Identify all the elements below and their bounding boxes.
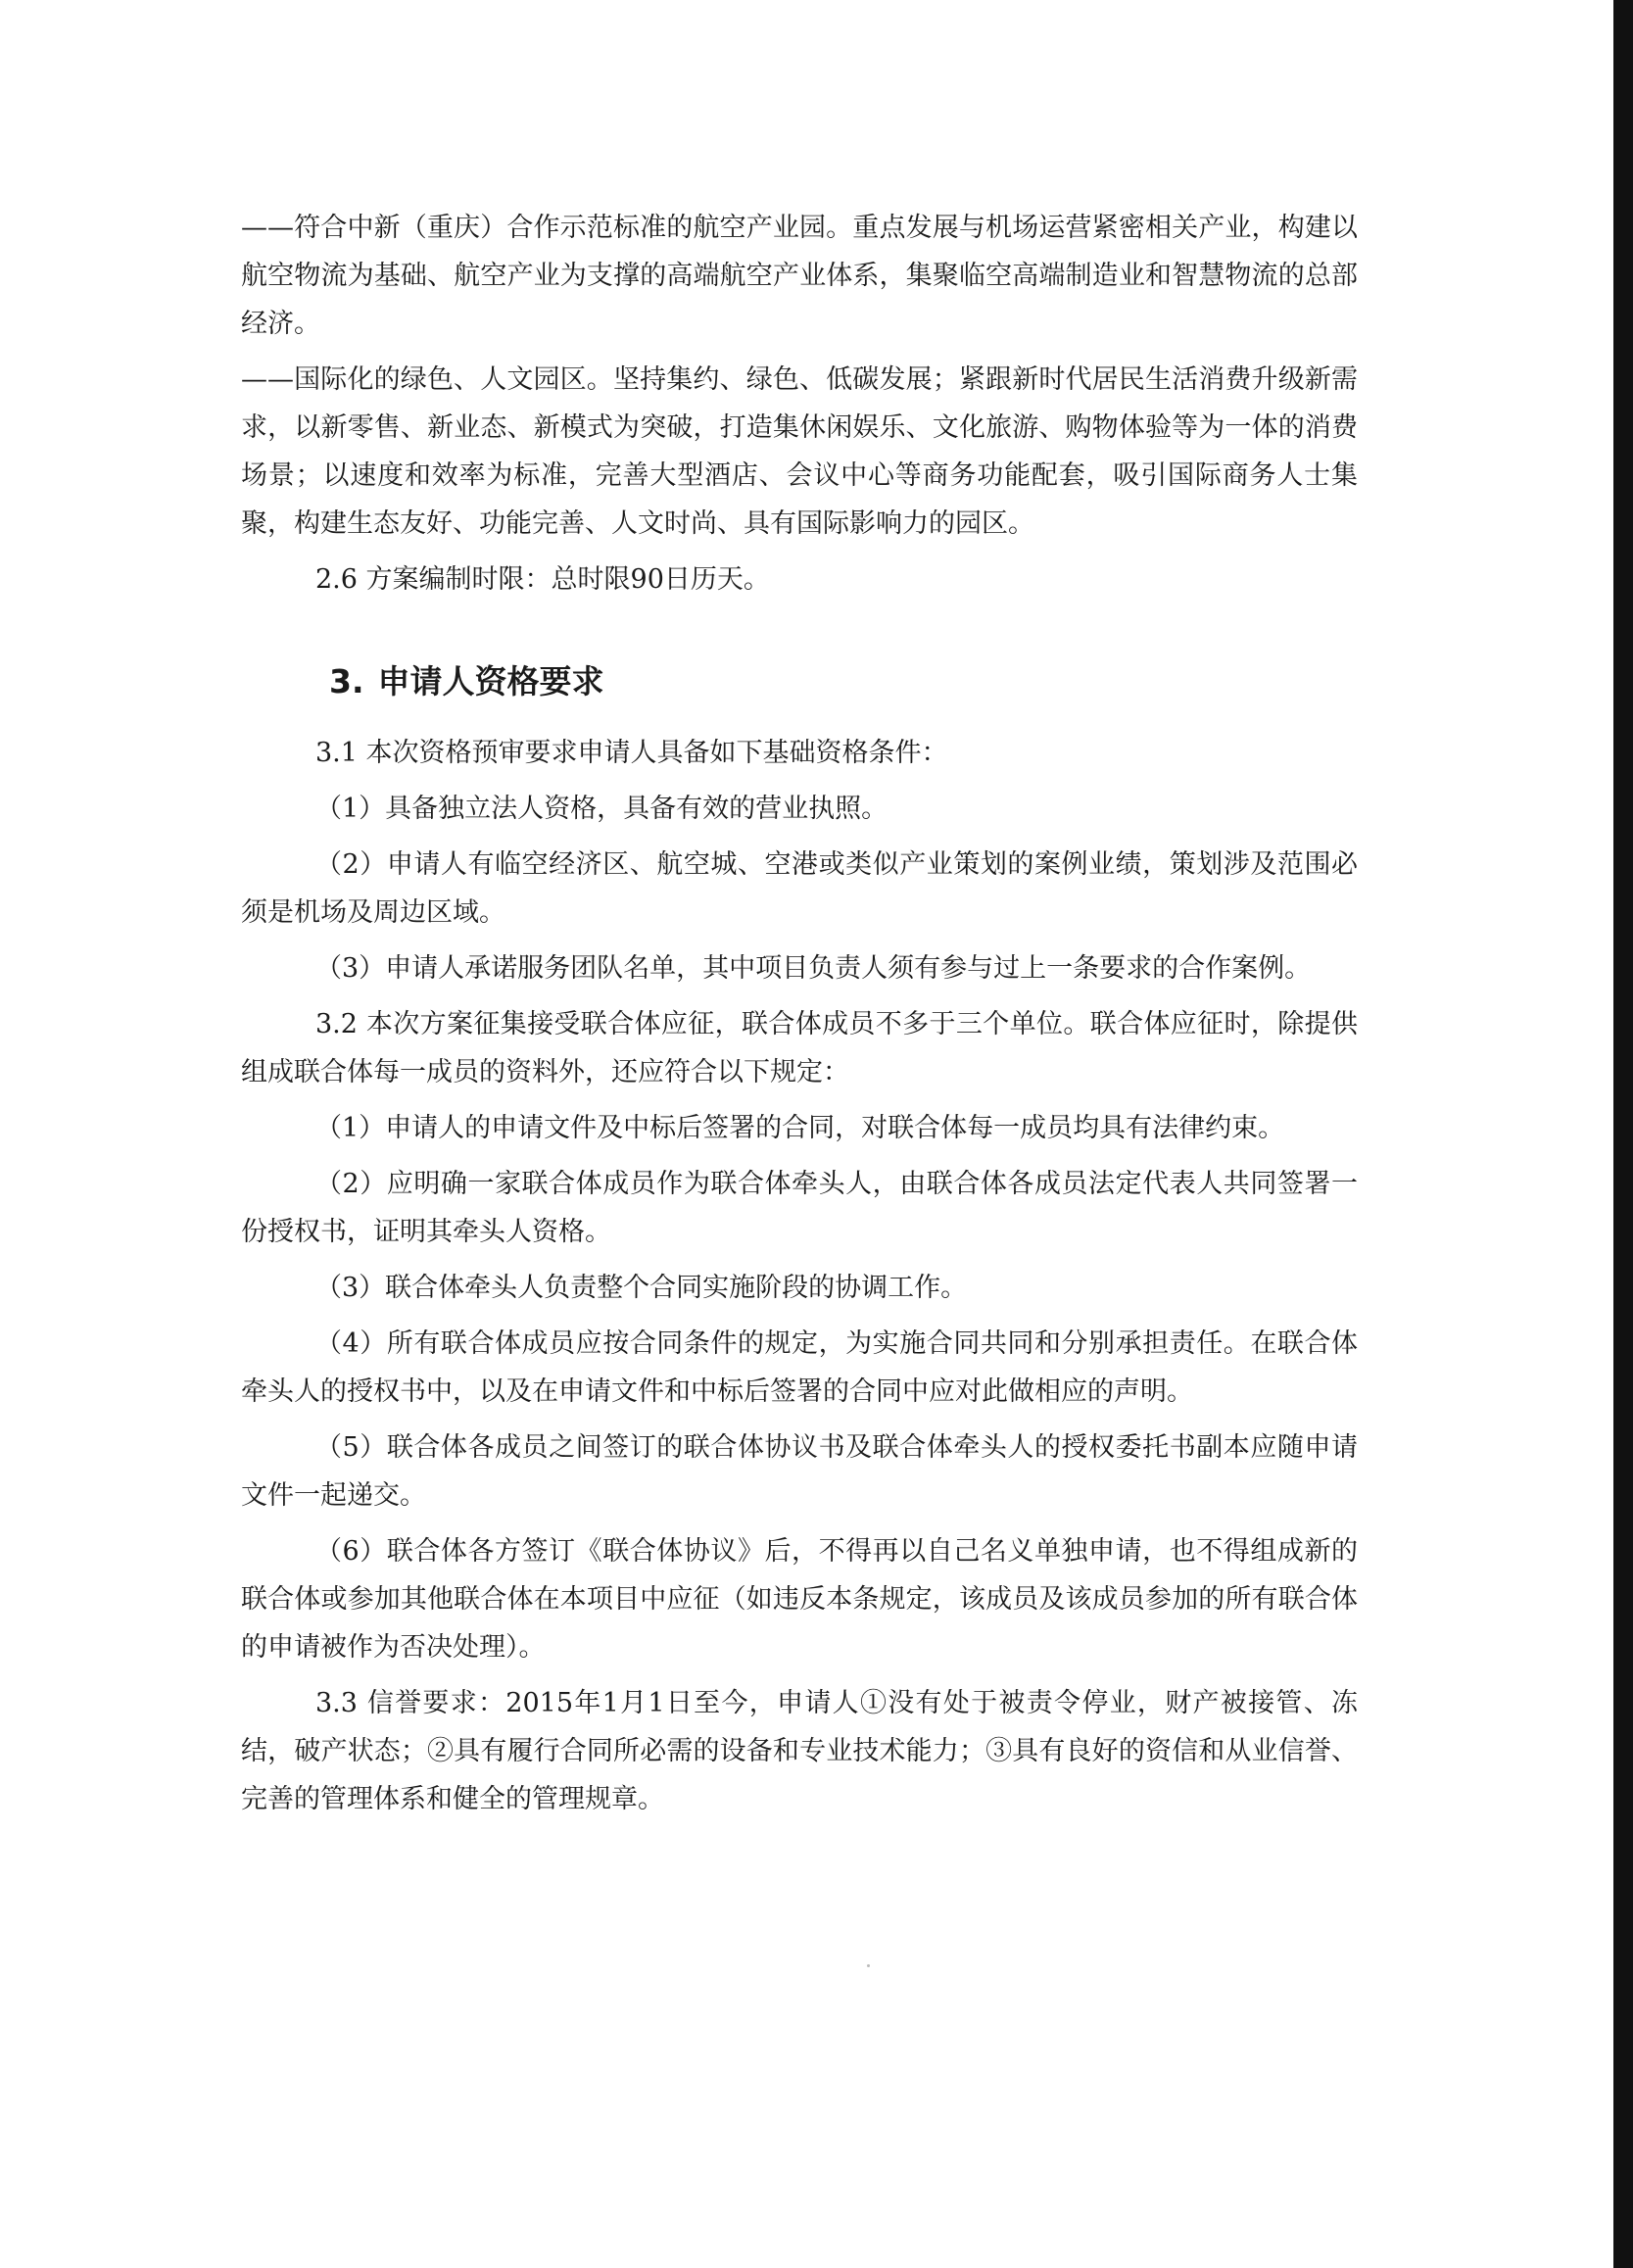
section-title: 申请人资格要求	[377, 662, 604, 700]
paragraph-3-1-item-1: （1）具备独立法人资格，具备有效的营业执照。	[315, 794, 889, 824]
paragraph-3-1-item-3: （3）申请人承诺服务团队名单，其中项目负责人须有参与过上一条要求的合作案例。	[315, 953, 1312, 984]
paragraph-green-park: ——国际化的绿色、人文园区。坚持集约、绿色、低碳发展；紧跟新时代居民生活消费升级新需求，以新零售、新业态、新模式为突破，打造集休闲娱乐、文化旅游、购物体验等为一体的消费场景；以速度和效率为标准，完善大型酒店、会议中心等商务功能配套，吸引国际商务人士集聚，构建生态友好、功能完善、人文时尚、具有国际影响力的园区。	[241, 364, 1358, 539]
section-number: 3.	[329, 662, 364, 700]
paragraph-3-2-item-4: （4）所有联合体成员应按合同条件的规定，为实施合同共同和分别承担责任。在联合体牵头人的授权书中，以及在申请文件和中标后签署的合同中应对此做相应的声明。	[241, 1328, 1358, 1407]
paragraph-3-1-item-2: （2）申请人有临空经济区、航空城、空港或类似产业策划的案例业绩，策划涉及范围必须是机场及周边区域。	[241, 849, 1358, 928]
paragraph-3-2-item-2: （2）应明确一家联合体成员作为联合体牵头人，由联合体各成员法定代表人共同签署一份授权书，证明其牵头人资格。	[241, 1169, 1358, 1247]
scan-speck	[867, 1964, 870, 1967]
section-heading	[241, 652, 1358, 711]
paragraph-3-2-item-6: （6）联合体各方签订《联合体协议》后，不得再以自己名义单独申请，也不得组成新的联合体或参加其他联合体在本项目中应征（如违反本条规定，该成员及该成员参加的所有联合体的申请被作为否决处理）。	[241, 1536, 1358, 1663]
document-body	[241, 204, 1358, 1831]
paragraph-3-2-item-5: （5）联合体各成员之间签订的联合体协议书及联合体牵头人的授权委托书副本应随申请文件一起递交。	[241, 1432, 1358, 1511]
paragraph-3-3: 3.3 信誉要求：2015年1月1日至今，申请人①没有处于被责令停业，财产被接管、冻结，破产状态；②具有履行合同所必需的设备和专业技术能力；③具有良好的资信和从业信誉、完善的管理体系和健全的管理规章。	[241, 1688, 1358, 1814]
paragraph-3-2: 3.2 本次方案征集接受联合体应征，联合体成员不多于三个单位。联合体应征时，除提供组成联合体每一成员的资料外，还应符合以下规定：	[241, 1009, 1358, 1087]
paragraph-3-2-item-1: （1）申请人的申请文件及中标后签署的合同，对联合体每一成员均具有法律约束。	[315, 1113, 1285, 1143]
paragraph-3-1: 3.1 本次资格预审要求申请人具备如下基础资格条件：	[315, 738, 948, 768]
paragraph-time-limit: 2.6 方案编制时限：总时限90日历天。	[315, 564, 770, 595]
scan-edge	[1613, 0, 1633, 2268]
paragraph-aviation-park: ——符合中新（重庆）合作示范标准的航空产业园。重点发展与机场运营紧密相关产业，构建以航空物流为基础、航空产业为支撑的高端航空产业体系，集聚临空高端制造业和智慧物流的总部经济。	[241, 213, 1358, 339]
paragraph-3-2-item-3: （3）联合体牵头人负责整个合同实施阶段的协调工作。	[315, 1273, 968, 1303]
